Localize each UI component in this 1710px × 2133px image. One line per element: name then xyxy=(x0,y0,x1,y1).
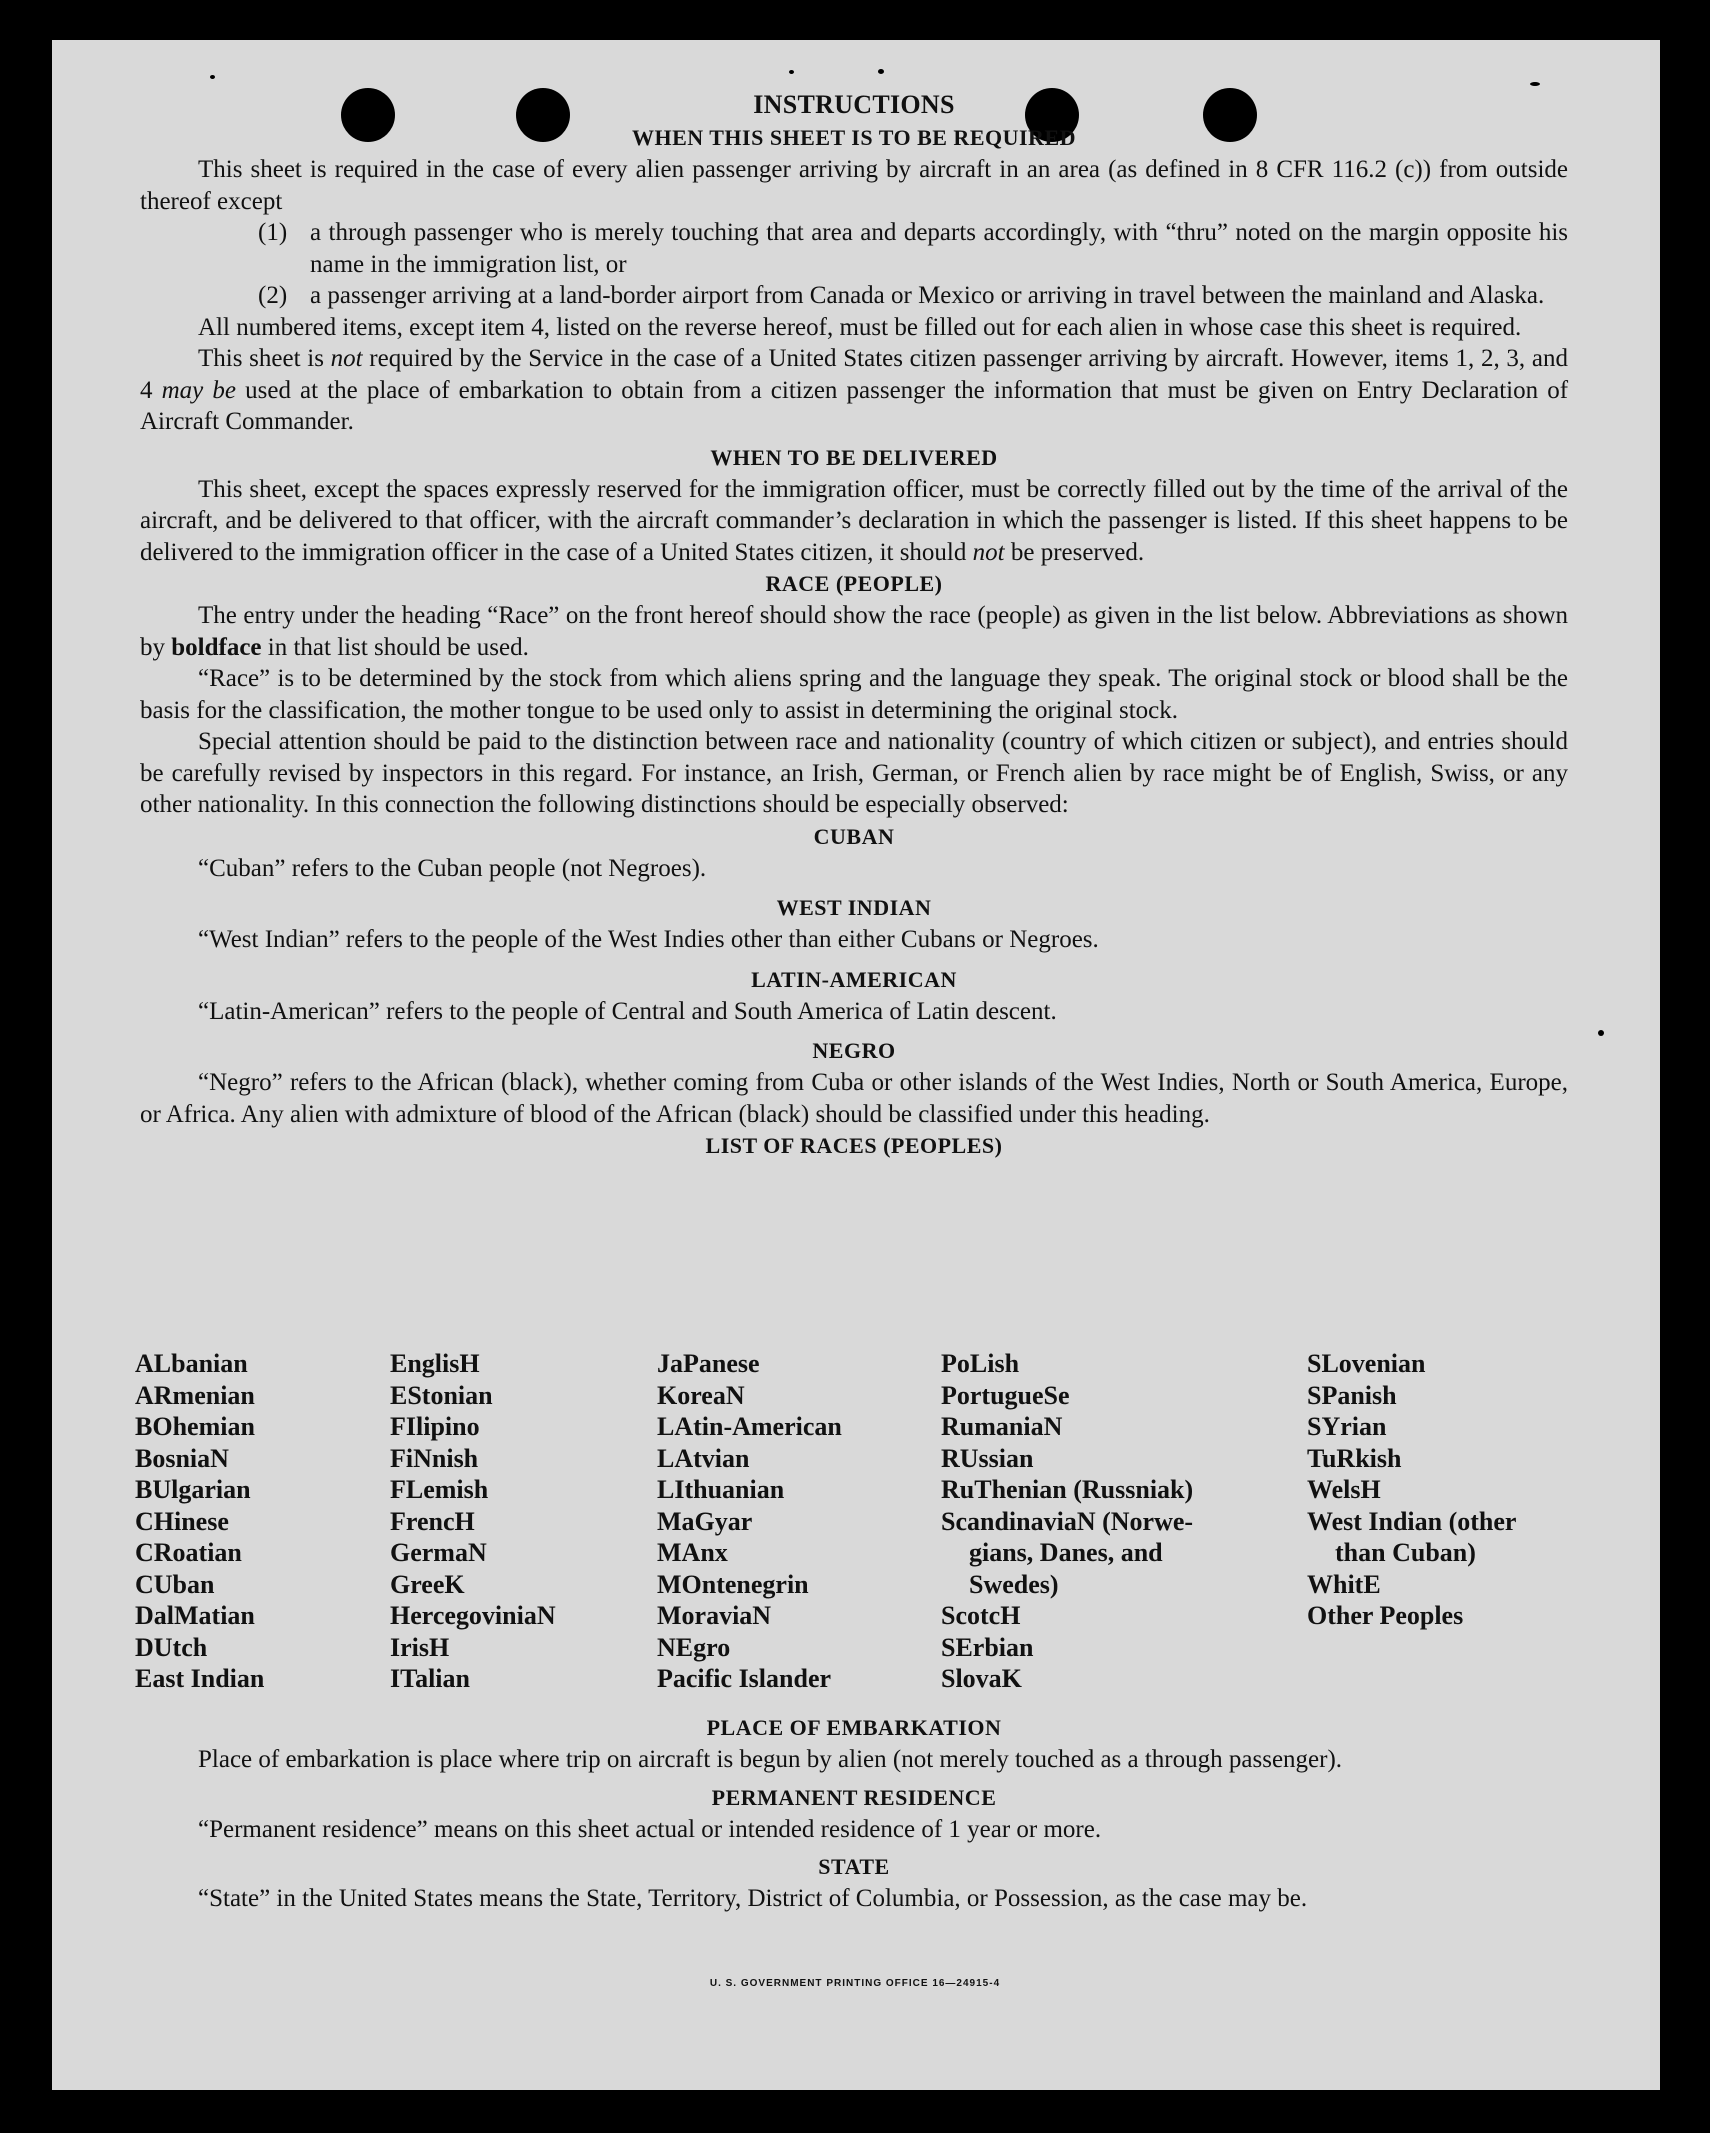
speck xyxy=(789,70,794,74)
race-entry: East Indian xyxy=(135,1664,265,1693)
paragraph-race-stock: “Race” is to be determined by the stock from which aliens spring and the language they speak. The original stock or blood shall be the basis for the classification, the mother tongue to be used only to assist in determining the original stock. xyxy=(140,665,1568,724)
heading-when-delivered: WHEN TO BE DELIVERED xyxy=(710,444,998,470)
heading-state: STATE xyxy=(818,1854,890,1879)
race-entry: FiNnish xyxy=(390,1443,479,1473)
race-entry: ScandinaviaN (Norwe- xyxy=(941,1506,1194,1536)
race-entry: PortugueSe xyxy=(941,1380,1070,1410)
race-entry: SLovenian xyxy=(1307,1349,1426,1378)
race-entry: IrisH xyxy=(390,1632,450,1662)
race-entry: MoraviaN xyxy=(657,1601,772,1630)
item-number: (2) xyxy=(258,282,288,309)
race-entry: LAtvian xyxy=(657,1443,750,1473)
heading-when-required: WHEN THIS SHEET IS TO BE REQUIRED xyxy=(631,125,1077,150)
race-entry: Pacific Islander xyxy=(657,1664,832,1693)
race-entry: FLemish xyxy=(390,1475,489,1504)
race-entry: WelsH xyxy=(1307,1475,1381,1504)
race-entry: MOntenegrin xyxy=(657,1569,809,1599)
paragraph-race-entry: The entry under the heading “Race” on the front hereof should show the race (people) as given in the list below. Abbreviations as shown by boldface in that list should be used. xyxy=(140,602,1568,661)
race-entry: gians, Danes, and xyxy=(969,1538,1163,1567)
race-entry: RUssian xyxy=(941,1443,1034,1473)
text-negro: “Negro” refers to the African (black), whether coming from Cuba or other islands of the West Indies, North or South America, Europe, or Africa. Any alien with admixture of blood of the African (black) should be classified under this heading. xyxy=(140,1069,1568,1128)
item-text: a through passenger who is merely touching that area and departs accordingly, with “thru” noted on the margin opposite his name in the immigration list, or xyxy=(310,219,1568,278)
races-column xyxy=(657,1348,842,1695)
heading-west-indian: WEST INDIAN xyxy=(776,895,932,920)
heading-race: RACE (PEOPLE) xyxy=(765,571,943,596)
race-entry: BOhemian xyxy=(135,1412,255,1441)
text-latin-american: “Latin-American” refers to the people of Central and South America of Latin descent. xyxy=(198,997,1057,1025)
list-item xyxy=(258,280,1568,312)
race-entry: TuRkish xyxy=(1307,1443,1402,1473)
page-title: INSTRUCTIONS xyxy=(753,90,955,119)
race-entry: ITalian xyxy=(390,1664,470,1693)
race-entry: NEgro xyxy=(657,1632,731,1662)
race-entry: CUban xyxy=(135,1569,215,1599)
race-entry: SlovaK xyxy=(941,1664,1022,1693)
paragraph-race-nationality: Special attention should be paid to the distinction between race and nationality (country of which citizen or subject), and entries should be carefully revised by inspectors in this regard. For instance, an Irish, German, or French alien by race might be of English, Swiss, or any other nationality. In this connection the following distinctions should be especially observed: xyxy=(140,728,1568,818)
race-entry: CRoatian xyxy=(135,1538,242,1567)
race-entry: BUlgarian xyxy=(135,1475,251,1504)
text-state: “State” in the United States means the State, Territory, District of Columbia, or Possession, as the case may be. xyxy=(198,1885,1308,1912)
race-entry: LIthuanian xyxy=(657,1475,785,1504)
race-entry: than Cuban) xyxy=(1335,1538,1476,1567)
race-entry: HercegoviniaN xyxy=(390,1601,556,1630)
race-entry: Swedes) xyxy=(969,1569,1059,1599)
race-entry: PoLish xyxy=(941,1349,1020,1378)
text-embarkation: Place of embarkation is place where trip on aircraft is begun by alien (not merely touched as a through passenger). xyxy=(198,1746,1343,1773)
heading-embarkation: PLACE OF EMBARKATION xyxy=(706,1715,1002,1740)
race-entry: WhitE xyxy=(1307,1569,1381,1599)
races-list xyxy=(135,1348,1575,1708)
race-entry: ARmenian xyxy=(135,1380,255,1410)
paragraph-required: This sheet is required in the case of every alien passenger arriving by aircraft in an area (as defined in 8 CFR 116.2 (c)) from outside thereof except xyxy=(140,156,1568,215)
item-text: a passenger arriving at a land-border airport from Canada or Mexico or arriving in travel between the mainland and Alaska. xyxy=(310,282,1545,309)
item-number: (1) xyxy=(258,219,288,246)
race-entry: CHinese xyxy=(135,1506,229,1536)
printer-imprint: U. S. GOVERNMENT PRINTING OFFICE 16—24915-4 xyxy=(709,1978,1001,1989)
race-entry: DalMatian xyxy=(135,1601,255,1630)
race-entry: GreeK xyxy=(390,1569,465,1599)
race-entry: SErbian xyxy=(941,1632,1034,1662)
race-entry: RuThenian (Russniak) xyxy=(941,1475,1194,1504)
list-item xyxy=(258,217,1568,280)
speck xyxy=(210,75,215,79)
races-column xyxy=(941,1348,1193,1695)
races-column xyxy=(1307,1348,1516,1632)
race-entry: ALbanian xyxy=(135,1349,248,1378)
race-entry: SYrian xyxy=(1307,1412,1387,1441)
closing-text xyxy=(140,1712,1568,1915)
instructions-text xyxy=(140,88,1568,1162)
race-entry: LAtin-American xyxy=(657,1412,842,1441)
speck xyxy=(1598,1030,1604,1036)
race-entry: West Indian (other xyxy=(1307,1506,1517,1536)
paragraph-numbered-items: All numbered items, except item 4, listed on the reverse hereof, must be filled out for each alien in whose case this sheet is required. xyxy=(198,313,1522,341)
race-entry: ScotcH xyxy=(941,1601,1021,1630)
races-column xyxy=(390,1348,556,1695)
heading-list-of-races: LIST OF RACES (PEOPLES) xyxy=(705,1133,1003,1158)
race-entry: EnglisH xyxy=(390,1349,480,1378)
heading-cuban: CUBAN xyxy=(813,823,895,849)
paragraph-citizen: This sheet is not required by the Service in the case of a United States citizen passenger arriving by aircraft. However, items 1, 2, 3, and 4 may be used at the place of embarkation to obtain from a citizen passenger the information that must be given on Entry Declaration of Aircraft Commander. xyxy=(140,345,1569,435)
race-entry: KoreaN xyxy=(657,1380,745,1410)
races-column xyxy=(135,1348,264,1695)
race-entry: FrencH xyxy=(390,1506,475,1536)
race-entry: SPanish xyxy=(1307,1380,1397,1410)
text-permanent-residence: “Permanent residence” means on this sheet actual or intended residence of 1 year or more. xyxy=(198,1815,1102,1843)
text-cuban: “Cuban” refers to the Cuban people (not Negroes). xyxy=(198,854,707,882)
heading-negro: NEGRO xyxy=(812,1038,896,1063)
race-entry: Other Peoples xyxy=(1307,1601,1464,1630)
race-entry: FIlipino xyxy=(390,1412,480,1441)
race-entry: DUtch xyxy=(135,1632,208,1662)
heading-latin-american: LATIN-AMERICAN xyxy=(751,966,957,992)
race-entry: JaPanese xyxy=(657,1349,760,1378)
race-entry: MAnx xyxy=(657,1538,728,1567)
heading-permanent-residence: PERMANENT RESIDENCE xyxy=(711,1784,997,1810)
race-entry: GermaN xyxy=(390,1538,487,1567)
speck xyxy=(878,69,884,74)
race-entry: RumaniaN xyxy=(941,1412,1063,1441)
paragraph-delivered: This sheet, except the spaces expressly reserved for the immigration officer, must be correctly filled out by the time of the arrival of the aircraft, and be delivered to that officer, with the aircraft commander’s declaration in which the passenger is listed. If this sheet happens to be delivered to the immigration officer in the case of a United States citizen, it should not be preserved. xyxy=(140,475,1568,566)
race-entry: MaGyar xyxy=(657,1506,753,1536)
speck xyxy=(1530,82,1540,86)
race-entry: BosniaN xyxy=(135,1443,229,1473)
text-west-indian: “West Indian” refers to the people of the West Indies other than either Cubans or Negroes. xyxy=(198,926,1099,953)
race-entry: EStonian xyxy=(390,1380,493,1410)
